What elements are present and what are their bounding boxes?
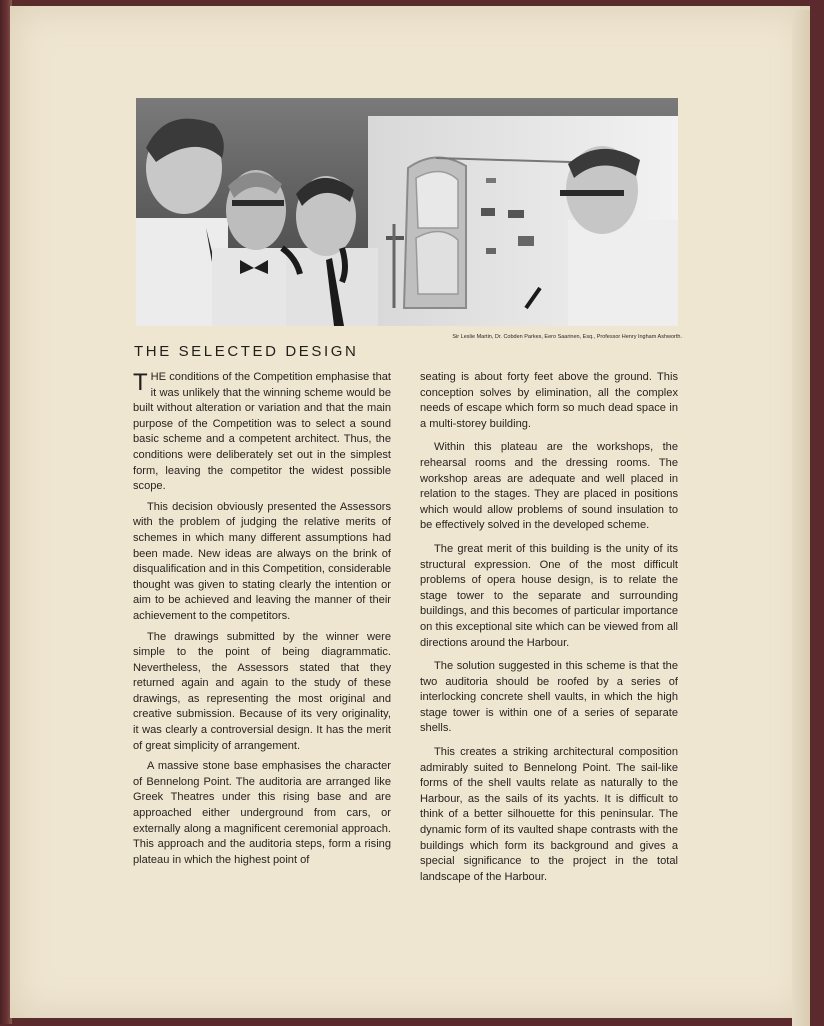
- paragraph: A massive stone base emphasises the character of Bennelong Point. The auditoria are arranged like Greek Theatres under this rising base and are approached either underground from cars, or externally along a magnificent ceremonial approach. This approach and the auditoria steps, form a rising plateau in which the highest point of: [133, 760, 391, 866]
- left-text-column: [133, 370, 391, 873]
- page-edge: [792, 10, 810, 1026]
- paragraph: The solution suggested in this scheme is that the two auditoria should be roofed by a series of interlocking concrete shell vaults, in which the high stage tower is within one of a series of separate shells.: [420, 660, 678, 735]
- right-text-column: [420, 370, 678, 893]
- paragraph: seating is about forty feet above the ground. This conception solves by elimination, all the complex needs of escape which form so much dead space in a multi-storey building.: [420, 371, 678, 430]
- document-page: [10, 6, 810, 1018]
- paragraph: This creates a striking architectural composition admirably suited to Bennelong Point. The sail-like forms of the shell vaults relate as naturally to the Harbour, as the sails of its yachts. It is difficult to think of a better silhouette for this peninsular. The dynamic form of its vaulted shape contrasts with the buildings which form its background and gives a special significance to the project in the total landscape of the Harbour.: [420, 746, 678, 883]
- photograph: [136, 98, 678, 326]
- photo-caption: Sir Leslie Martin, Dr. Cobden Parkes, Eero Saarinen, Esq., Professor Henry Ingham Ashworth.: [452, 334, 682, 340]
- paragraph: The great merit of this building is the unity of its structural expression. One of the most difficult problems of opera house design, is to relate the stage tower to the separate and surrounding buildings, and this becomes of particular importance on this exceptional site which can be viewed from all directions around the Harbour.: [420, 542, 678, 649]
- paragraph: The drawings submitted by the winner were simple to the point of being diagrammatic. Nevertheless, the Assessors stated that they returned again and again to the study of these drawings, as representing the most original and creative submission. Because of its very originality, it was clearly a controversial design. It has the merit of great simplicity of arrangement.: [133, 630, 391, 752]
- drop-cap: T: [133, 369, 148, 396]
- men-with-model-photo-image: [136, 98, 678, 326]
- paragraph: [133, 370, 391, 495]
- section-heading: THE SELECTED DESIGN: [134, 343, 359, 360]
- paragraph-text: HE conditions of the Competition emphasise that it was unlikely that the winning scheme would be built without alteration or variation and that the main purpose of the Competition was to select a sound basic scheme and a competent architect. Thus, the conditions were deliberately set out in the simplest form, leaving the competitor the widest possible scope.: [133, 371, 391, 493]
- paragraph: This decision obviously presented the Assessors with the problem of judging the relative merits of schemes in which many different assumptions had been made. New ideas are always on the brink of disqualification and in this Competition, considerable thought was given to stating clearly the intention or aim to be achieved and leaving the manner of their achievement to the competitors.: [133, 500, 391, 622]
- paragraph: Within this plateau are the workshops, the rehearsal rooms and the dressing rooms. The workshop areas are adequate and well placed in relation to the stages. They are placed in positions which would allow problems of sound insulation to be effectively solved in the developed scheme.: [420, 441, 678, 532]
